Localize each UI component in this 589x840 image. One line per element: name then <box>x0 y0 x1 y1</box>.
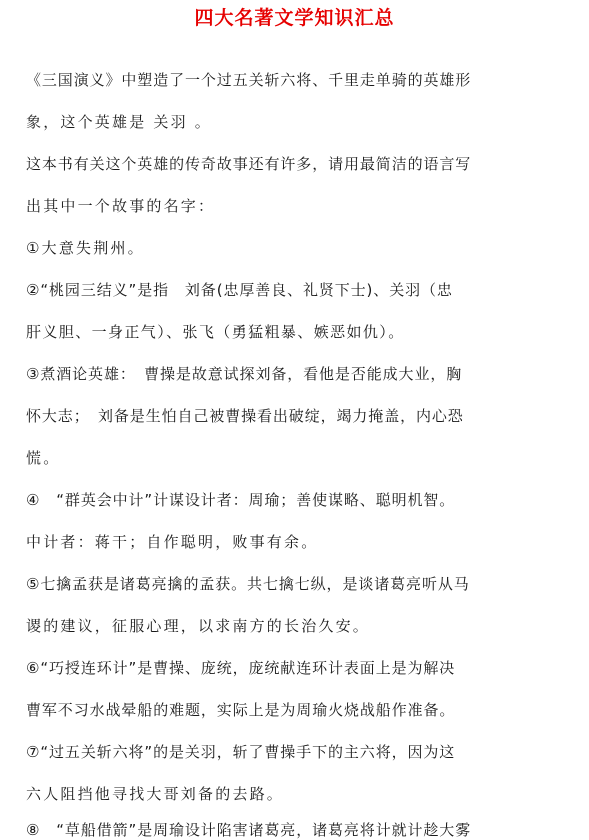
text-line: ⑥“巧授连环计”是曹操、庞统，庞统献连环计表面上是为解决 <box>26 659 456 677</box>
text-line: 慌。 <box>26 449 61 467</box>
text-line: ⑧ “草船借箭”是周瑜设计陷害诸葛亮，诸葛亮将计就计趁大雾 <box>26 821 472 839</box>
document-title: 四大名著文学知识汇总 <box>194 7 395 29</box>
text-line: 肝义胆、一身正气）、张飞（勇猛粗暴、嫉恶如仇）。 <box>26 323 405 341</box>
text-line: ②“桃园三结义”是指 刘备(忠厚善良、礼贤下士)、关羽（忠 <box>26 281 453 299</box>
text-line: 怀大志； 刘备是生怕自己被曹操看出破绽，竭力掩盖，内心恐 <box>26 407 464 425</box>
text-line: 谡的建议，征服心理，以求南方的长治久安。 <box>26 617 371 635</box>
text-line: ⑦“过五关斩六将”的是关羽，斩了曹操手下的主六将，因为这 <box>26 743 456 761</box>
text-line: ⑤七擒孟获是诸葛亮擒的孟获。共七擒七纵，是谈诸葛亮听从马 <box>26 575 470 593</box>
text-line: ③煮酒论英雄： 曹操是故意试探刘备，看他是否能成大业，胸 <box>26 365 463 383</box>
text-line: 《三国演义》中塑造了一个过五关斩六将、千里走单骑的英雄形 <box>26 71 472 89</box>
text-line: 象，这个英雄是 关羽 。 <box>26 113 212 131</box>
text-line: 六人阻挡他寻找大哥刘备的去路。 <box>26 785 285 803</box>
text-line: ①大意失荆州。 <box>26 239 145 257</box>
text-line: 曹军不习水战晕船的难题，实际上是为周瑜火烧战船作准备。 <box>26 701 456 719</box>
text-line: 中计者：蒋干；自作聪明，败事有余。 <box>26 533 319 551</box>
text-line: ④ “群英会中计”计谋设计者：周瑜；善使谋略、聪明机智。 <box>26 491 456 509</box>
text-line: 出其中一个故事的名字： <box>26 197 216 215</box>
text-line: 这本书有关这个英雄的传奇故事还有许多，请用最简洁的语言写 <box>26 155 472 173</box>
